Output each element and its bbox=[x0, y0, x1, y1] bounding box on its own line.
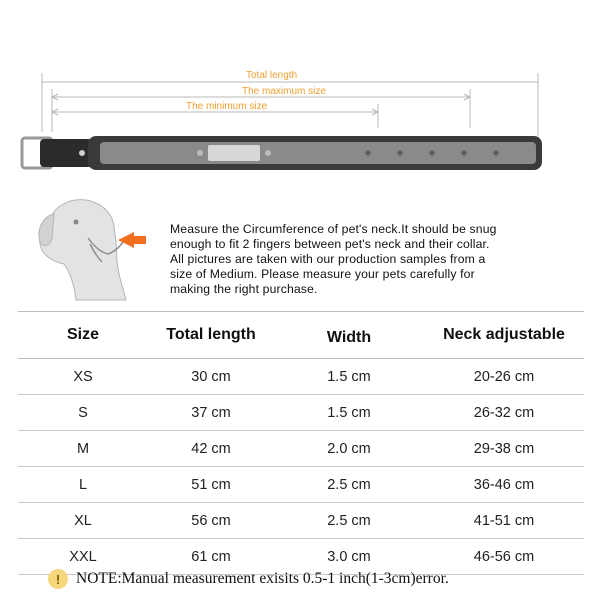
minimum-size-label: The minimum size bbox=[186, 101, 268, 112]
orange-pointer-arrow-icon bbox=[118, 232, 146, 248]
neck-adjustable-cell: 46-56 cm bbox=[424, 539, 584, 575]
instruction-line: making the right purchase. bbox=[170, 282, 318, 296]
dog-neck-illustration bbox=[30, 192, 160, 304]
instruction-line: size of Medium. Please measure your pets carefully for bbox=[170, 267, 475, 281]
neck-adjustable-cell: 41-51 cm bbox=[424, 503, 584, 539]
exclamation-icon: ! bbox=[48, 569, 68, 589]
size-cell: L bbox=[18, 467, 148, 503]
width-cell: 3.0 cm bbox=[274, 539, 424, 575]
size-cell: XXL bbox=[18, 539, 148, 575]
size-chart-table bbox=[18, 311, 584, 575]
header-neck-adjustable: Neck adjustable bbox=[424, 312, 584, 359]
instruction-line: Measure the Circumference of pet's neck.It should be snug bbox=[170, 222, 497, 236]
measurement-note bbox=[48, 569, 449, 589]
total-length-cell: 51 cm bbox=[148, 467, 274, 503]
table-row bbox=[18, 467, 584, 503]
total-length-cell: 56 cm bbox=[148, 503, 274, 539]
instruction-line: All pictures are taken with our production samples from a bbox=[170, 252, 486, 266]
size-cell: S bbox=[18, 395, 148, 431]
header-total-length: Total length bbox=[148, 312, 274, 359]
width-cell: 2.5 cm bbox=[274, 467, 424, 503]
name-plate bbox=[208, 145, 260, 161]
dog-head-icon bbox=[39, 200, 126, 300]
reflective-strip bbox=[100, 142, 536, 164]
neck-adjustable-cell: 36-46 cm bbox=[424, 467, 584, 503]
table-row bbox=[18, 395, 584, 431]
header-size: Size bbox=[18, 312, 148, 359]
width-cell: 2.5 cm bbox=[274, 503, 424, 539]
total-length-cell: 30 cm bbox=[148, 359, 274, 395]
table-row bbox=[18, 503, 584, 539]
total-length-cell: 61 cm bbox=[148, 539, 274, 575]
size-cell: XL bbox=[18, 503, 148, 539]
collar-image bbox=[22, 136, 542, 170]
width-cell: 1.5 cm bbox=[274, 395, 424, 431]
total-length-label: Total length bbox=[246, 70, 298, 81]
measurement-instructions bbox=[170, 222, 560, 297]
neck-adjustable-cell: 26-32 cm bbox=[424, 395, 584, 431]
total-length-dimension-line bbox=[42, 73, 538, 140]
table-row bbox=[18, 359, 584, 395]
maximum-size-label: The maximum size bbox=[242, 86, 326, 97]
total-length-cell: 42 cm bbox=[148, 431, 274, 467]
neck-adjustable-cell: 29-38 cm bbox=[424, 431, 584, 467]
size-cell: M bbox=[18, 431, 148, 467]
table-row bbox=[18, 431, 584, 467]
neck-adjustable-cell: 20-26 cm bbox=[424, 359, 584, 395]
note-text: NOTE:Manual measurement exisits 0.5-1 inch(1-3cm)error. bbox=[76, 570, 449, 587]
instruction-line: enough to fit 2 fingers between pet's neck and their collar. bbox=[170, 237, 490, 251]
width-cell: 2.0 cm bbox=[274, 431, 424, 467]
width-cell: 1.5 cm bbox=[274, 359, 424, 395]
size-cell: XS bbox=[18, 359, 148, 395]
total-length-cell: 37 cm bbox=[148, 395, 274, 431]
table-header-row bbox=[18, 312, 584, 359]
header-width: Width bbox=[274, 312, 424, 359]
